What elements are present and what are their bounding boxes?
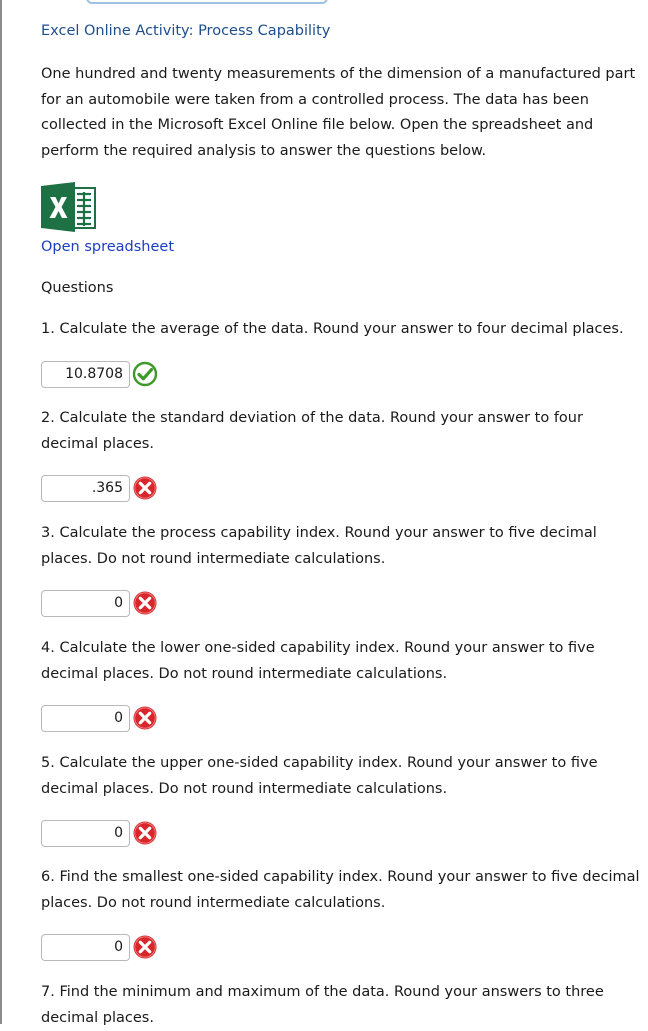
question-2-text: 2. Calculate the standard deviation of the data. Round your answer to four decimal places. [41, 410, 583, 452]
left-border [0, 0, 2, 1024]
question-1-answer-row [41, 360, 158, 388]
question-6-answer-row [41, 933, 158, 961]
activity-title: Excel Online Activity: Process Capability [41, 23, 331, 39]
question-5-text: 5. Calculate the upper one-sided capability index. Round your answer to five decimal places. Do not round intermediate calculations. [41, 755, 598, 797]
question-6-answer-input[interactable] [41, 934, 130, 961]
check-circle-icon [132, 361, 158, 387]
question-5-answer-input[interactable] [41, 820, 130, 847]
question-5-answer-row [41, 819, 158, 847]
x-circle-icon [132, 820, 158, 846]
question-4-text: 4. Calculate the lower one-sided capability index. Round your answer to five decimal places. Do not round intermediate calculations. [41, 640, 595, 682]
x-circle-icon [132, 590, 158, 616]
activity-intro: One hundred and twenty measurements of the dimension of a manufactured part for an automobile were taken from a controlled process. The data has been collected in the Microsoft Excel Online file below. Open the spreadsheet and perform the required analysis to answer the questions below. [41, 66, 636, 159]
excel-icon[interactable] [41, 182, 97, 232]
x-circle-icon [132, 934, 158, 960]
previous-panel-edge [86, 0, 328, 4]
x-circle-icon [132, 475, 158, 501]
question-3-text: 3. Calculate the process capability index. Round your answer to five decimal places. Do not round intermediate calculations. [41, 525, 597, 567]
open-spreadsheet-link[interactable]: Open spreadsheet [41, 239, 175, 255]
question-4-answer-input[interactable] [41, 705, 130, 732]
question-3-answer-row [41, 589, 158, 617]
question-4-answer-row [41, 704, 158, 732]
question-7-text: 7. Find the minimum and maximum of the data. Round your answers to three decimal places. [41, 984, 604, 1026]
question-1-text: 1. Calculate the average of the data. Round your answer to four decimal places. [41, 321, 624, 337]
question-1-answer-input[interactable] [41, 361, 130, 388]
question-3-answer-input[interactable] [41, 590, 130, 617]
x-circle-icon [132, 705, 158, 731]
question-2-answer-row [41, 474, 158, 502]
question-2-answer-input[interactable] [41, 475, 130, 502]
question-6-text: 6. Find the smallest one-sided capability index. Round your answer to five decimal places. Do not round intermediate calculations. [41, 869, 640, 911]
questions-heading: Questions [41, 280, 114, 296]
